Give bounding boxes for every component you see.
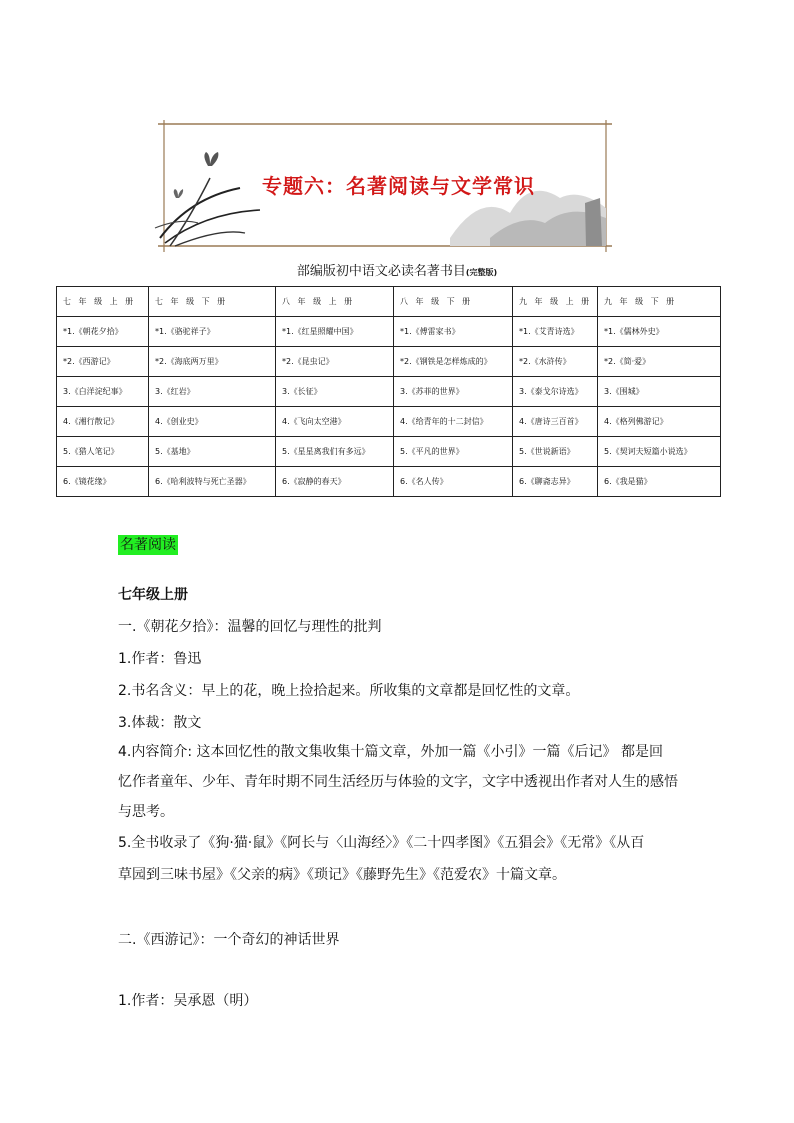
table-cell: 4.《湘行散记》 bbox=[57, 407, 149, 437]
table-row bbox=[57, 317, 721, 347]
table-cell: *2.《西游记》 bbox=[57, 347, 149, 377]
table-cell: 3.《苏菲的世界》 bbox=[394, 377, 513, 407]
table-cell: 3.《红岩》 bbox=[149, 377, 276, 407]
table-header-row bbox=[57, 287, 721, 317]
table-cell: *1.《朝花夕拾》 bbox=[57, 317, 149, 347]
table-header-cell: 七 年 级 下 册 bbox=[149, 287, 276, 317]
table-cell: 4.《飞向太空港》 bbox=[276, 407, 394, 437]
table-header-cell: 九 年 级 上 册 bbox=[513, 287, 598, 317]
table-cell: 4.《创业史》 bbox=[149, 407, 276, 437]
book-author: 1.作者：鲁迅 bbox=[118, 651, 202, 667]
table-cell: *1.《儒林外史》 bbox=[598, 317, 721, 347]
table-cell: *2.《简·爱》 bbox=[598, 347, 721, 377]
book-contents-line: 草园到三味书屋》《父亲的病》《琐记》《藤野先生》《范爱农》十篇文章。 bbox=[118, 867, 566, 883]
table-cell: 3.《长征》 bbox=[276, 377, 394, 407]
table-header-cell: 七 年 级 上 册 bbox=[57, 287, 149, 317]
book-summary-line: 忆作者童年、少年、青年时期不同生活经历与体验的文字，文字中透视出作者对人生的感悟 bbox=[118, 774, 678, 790]
table-header-cell: 八 年 级 上 册 bbox=[276, 287, 394, 317]
table-cell: 6.《镜花缘》 bbox=[57, 467, 149, 497]
table-cell: 6.《名人传》 bbox=[394, 467, 513, 497]
table-row bbox=[57, 437, 721, 467]
table-cell: 5.《基地》 bbox=[149, 437, 276, 467]
section-tag-highlight: 名著阅读 bbox=[120, 537, 176, 553]
table-cell: 5.《世说新语》 bbox=[513, 437, 598, 467]
table-cell: 5.《猎人笔记》 bbox=[57, 437, 149, 467]
table-row bbox=[57, 377, 721, 407]
table-cell: 6.《我是猫》 bbox=[598, 467, 721, 497]
book-list-title-main: 部编版初中语文必读名著书目 bbox=[296, 264, 466, 279]
table-cell: 4.《唐诗三百首》 bbox=[513, 407, 598, 437]
book-list-title bbox=[0, 260, 794, 279]
table-header-cell: 八 年 级 下 册 bbox=[394, 287, 513, 317]
table-cell: 5.《星星离我们有多远》 bbox=[276, 437, 394, 467]
table-row bbox=[57, 407, 721, 437]
book-title-meaning: 2.书名含义：早上的花，晚上捡拾起来。所收集的文章都是回忆性的文章。 bbox=[118, 683, 580, 699]
book-list-title-note: (完整版) bbox=[465, 268, 498, 277]
book-contents-line: 5.全书收录了《狗·猫·鼠》《阿长与〈山海经〉》《二十四孝图》《五猖会》《无常》《从百 bbox=[118, 835, 645, 851]
grade-heading: 七年级上册 bbox=[118, 587, 188, 603]
table-header-cell: 九 年 级 下 册 bbox=[598, 287, 721, 317]
table-cell: 6.《寂静的春天》 bbox=[276, 467, 394, 497]
table-cell: 5.《平凡的世界》 bbox=[394, 437, 513, 467]
book-author: 1.作者：吴承恩（明） bbox=[118, 993, 258, 1009]
table-cell: *1.《艾青诗选》 bbox=[513, 317, 598, 347]
table-row bbox=[57, 467, 721, 497]
table-cell: *1.《骆驼祥子》 bbox=[149, 317, 276, 347]
table-cell: *1.《红星照耀中国》 bbox=[276, 317, 394, 347]
table-cell: *2.《水浒传》 bbox=[513, 347, 598, 377]
table-cell: *2.《昆虫记》 bbox=[276, 347, 394, 377]
table-cell: 6.《聊斋志异》 bbox=[513, 467, 598, 497]
table-cell: 4.《给青年的十二封信》 bbox=[394, 407, 513, 437]
table-cell: 3.《围城》 bbox=[598, 377, 721, 407]
table-cell: 3.《白洋淀纪事》 bbox=[57, 377, 149, 407]
table-row bbox=[57, 347, 721, 377]
table-cell: 3.《泰戈尔诗选》 bbox=[513, 377, 598, 407]
table-cell: 6.《哈利波特与死亡圣器》 bbox=[149, 467, 276, 497]
table-cell: *1.《傅雷家书》 bbox=[394, 317, 513, 347]
book-heading: 二.《西游记》：一个奇幻的神话世界 bbox=[118, 932, 340, 948]
book-genre: 3.体裁：散文 bbox=[118, 715, 202, 731]
table-cell: *2.《钢铁是怎样炼成的》 bbox=[394, 347, 513, 377]
table-cell: 4.《格列佛游记》 bbox=[598, 407, 721, 437]
butterfly-icon bbox=[204, 152, 218, 166]
book-summary-line: 与思考。 bbox=[118, 804, 174, 820]
book-summary-line: 4.内容简介: 这本回忆性的散文集收集十篇文章，外加一篇《小引》一篇《后记》 都是回 bbox=[118, 744, 663, 760]
butterfly-icon bbox=[174, 189, 183, 198]
book-heading: 一.《朝花夕拾》：温馨的回忆与理性的批判 bbox=[118, 619, 382, 635]
book-list-table bbox=[56, 286, 721, 497]
table-cell: *2.《海底两万里》 bbox=[149, 347, 276, 377]
table-cell: 5.《契诃夫短篇小说选》 bbox=[598, 437, 721, 467]
banner-title: 专题六：名著阅读与文学常识 bbox=[262, 174, 535, 198]
